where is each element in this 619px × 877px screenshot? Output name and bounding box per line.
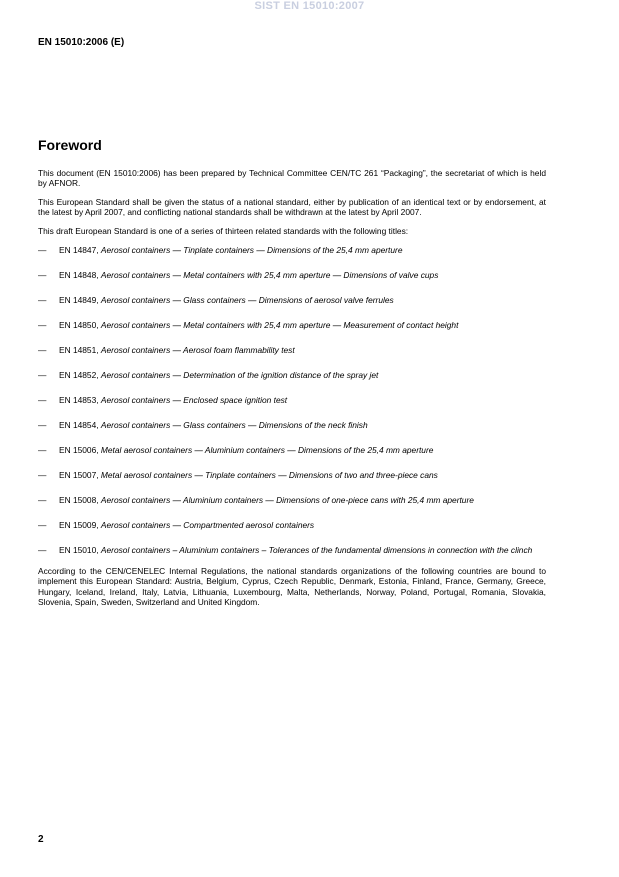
standard-title: Aerosol containers — Compartmented aerosol containers bbox=[100, 519, 315, 530]
dash-marker: — bbox=[38, 369, 47, 380]
document-id: EN 15010:2006 (E) bbox=[38, 37, 125, 48]
dash-marker: — bbox=[38, 319, 47, 330]
standard-title: Metal aerosol containers — Aluminium containers — Dimensions of the 25,4 mm aperture bbox=[100, 444, 434, 455]
list-item bbox=[38, 395, 546, 405]
dash-marker: — bbox=[38, 494, 47, 505]
standard-title: Aerosol containers — Tinplate containers — Dimensions of the 25,4 mm aperture bbox=[100, 244, 403, 255]
dash-marker: — bbox=[38, 469, 47, 480]
standard-number: EN 14847, bbox=[59, 244, 99, 255]
standard-number: EN 14852, bbox=[59, 369, 99, 380]
list-item bbox=[38, 245, 546, 255]
standard-title: Aerosol containers — Determination of the ignition distance of the spray jet bbox=[100, 369, 379, 380]
standard-title: Metal aerosol containers — Tinplate containers — Dimensions of two and three-piece cans bbox=[100, 469, 438, 480]
standard-title: Aerosol containers — Aluminium containers — Dimensions of one-piece cans with 25,4 mm aperture bbox=[100, 494, 474, 505]
standard-title: Aerosol containers — Glass containers — Dimensions of the neck finish bbox=[100, 419, 368, 430]
standards-list bbox=[38, 245, 546, 556]
watermark: SIST EN 15010:2007 bbox=[254, 0, 365, 12]
list-item bbox=[38, 545, 546, 555]
dash-marker: — bbox=[38, 294, 47, 305]
standard-number: EN 15007, bbox=[59, 469, 99, 480]
standard-number: EN 14853, bbox=[59, 394, 99, 405]
paragraph-member-countries: According to the CEN/CENELEC Internal Regulations, the national standards organizations of the following countries are bound to implement this European Standard: Austria, Belgium, Cyprus, Czech Republic, Denmark, Estonia, Finland, France, Germany, Greece, Hungary, Iceland, Ireland, Italy, Latvia, Lithuania, Luxembourg, Malta, Netherlands, Norway, Poland, Portugal, Romania, Slovakia, Slovenia, Spain, Sweden, Switzerland and United Kingdom. bbox=[38, 566, 546, 607]
paragraph-intro: This document (EN 15010:2006) has been prepared by Technical Committee CEN/TC 261 “Packaging”, the secretariat of which is held by AFNOR. bbox=[38, 168, 546, 189]
list-item bbox=[38, 520, 546, 530]
dash-marker: — bbox=[38, 269, 47, 280]
standard-title: Aerosol containers — Metal containers with 25,4 mm aperture — Dimensions of valve cups bbox=[100, 269, 439, 280]
standard-number: EN 15010, bbox=[59, 544, 99, 555]
list-item bbox=[38, 370, 546, 380]
list-item bbox=[38, 345, 546, 355]
standard-number: EN 14848, bbox=[59, 269, 99, 280]
dash-marker: — bbox=[38, 544, 47, 555]
section-title: Foreword bbox=[38, 137, 102, 153]
standard-number: EN 14850, bbox=[59, 319, 99, 330]
standard-title: Aerosol containers — Metal containers with 25,4 mm aperture — Measurement of contact height bbox=[100, 319, 459, 330]
list-item bbox=[38, 270, 546, 280]
list-item bbox=[38, 445, 546, 455]
standard-number: EN 15008, bbox=[59, 494, 99, 505]
standard-number: EN 14849, bbox=[59, 294, 99, 305]
dash-marker: — bbox=[38, 394, 47, 405]
dash-marker: — bbox=[38, 244, 47, 255]
standard-title: Aerosol containers – Aluminium containers – Tolerances of the fundamental dimensions in connection with the clinch bbox=[100, 544, 533, 555]
standard-number: EN 15006, bbox=[59, 444, 99, 455]
paragraph-series: This draft European Standard is one of a series of thirteen related standards with the following titles: bbox=[38, 225, 409, 236]
list-item bbox=[38, 420, 546, 430]
page-number: 2 bbox=[38, 834, 44, 845]
standard-number: EN 15009, bbox=[59, 519, 99, 530]
standard-title: Aerosol containers — Enclosed space ignition test bbox=[100, 394, 288, 405]
standard-number: EN 14854, bbox=[59, 419, 99, 430]
paragraph-status: This European Standard shall be given the status of a national standard, either by publication of an identical text or by endorsement, at the latest by April 2007, and conflicting national standards shall be withdrawn at the latest by April 2007. bbox=[38, 196, 546, 218]
list-item bbox=[38, 320, 546, 330]
list-item bbox=[38, 495, 546, 505]
list-item bbox=[38, 470, 546, 480]
standard-title: Aerosol containers — Glass containers — Dimensions of aerosol valve ferrules bbox=[100, 294, 394, 305]
standard-number: EN 14851, bbox=[59, 344, 99, 355]
foreword-body bbox=[38, 168, 546, 615]
list-item bbox=[38, 295, 546, 305]
dash-marker: — bbox=[38, 444, 47, 455]
dash-marker: — bbox=[38, 419, 47, 430]
dash-marker: — bbox=[38, 344, 47, 355]
dash-marker: — bbox=[38, 519, 47, 530]
standard-title: Aerosol containers — Aerosol foam flammability test bbox=[100, 344, 295, 355]
